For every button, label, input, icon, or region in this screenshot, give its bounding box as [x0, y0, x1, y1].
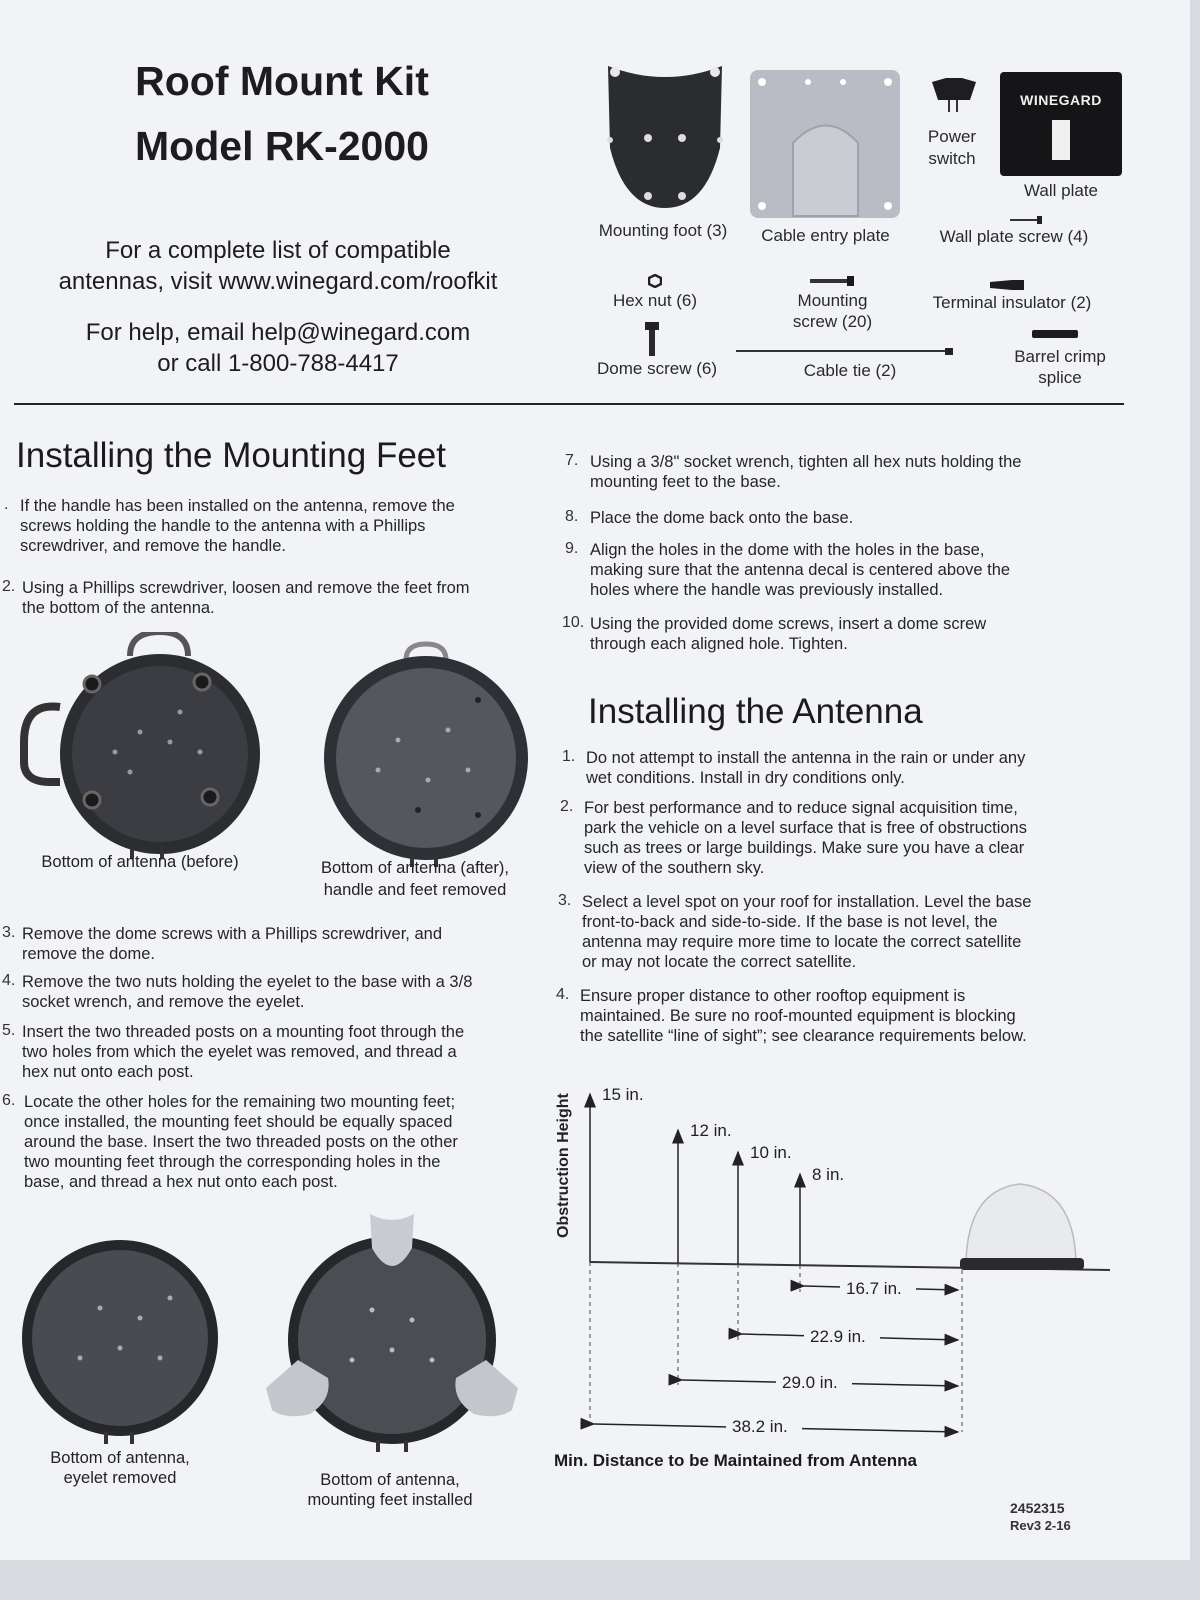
wall-plate-image — [1000, 72, 1122, 176]
feet-step-1-number: . — [4, 496, 9, 513]
distance-label-29: 29.0 in. — [782, 1373, 838, 1392]
terminal-insulator-label: Terminal insulator (2) — [932, 293, 1092, 312]
caption-after-2: handle and feet removed — [323, 881, 507, 899]
feet-step-1: If the handle has been installed on the antenna, remove the screws holding the handle to the antenna with a Phillips screwdriver, and remove the handle. — [20, 497, 455, 555]
antenna-bottom-eyelet-removed-image — [20, 1238, 220, 1448]
feet-step-5-number: 5. — [2, 1022, 16, 1039]
dome-screw-image — [644, 322, 660, 358]
revision: Rev3 2-16 — [1010, 1518, 1071, 1533]
mounting-foot-label: Mounting foot (3) — [598, 221, 728, 240]
feet-section-heading: Installing the Mounting Feet — [16, 436, 446, 475]
wall-plate-brand: WINEGARD — [1020, 92, 1102, 108]
power-switch-label-2: switch — [928, 149, 976, 168]
mounting-screw-label-2: screw (20) — [792, 312, 873, 331]
feet-step-2-number: 2. — [2, 578, 16, 595]
step-7-number: 7. — [565, 452, 579, 469]
antenna-section-heading: Installing the Antenna — [588, 692, 923, 731]
wall-plate-slot — [1052, 120, 1070, 160]
height-label-10: 10 in. — [750, 1143, 792, 1162]
antenna-bottom-before-image — [20, 632, 265, 867]
distance-label-38: 38.2 in. — [732, 1417, 788, 1436]
antenna-step-3-number: 3. — [558, 892, 572, 909]
height-label-12: 12 in. — [690, 1121, 732, 1140]
help-email: For help, email help@winegard.com — [85, 319, 471, 346]
antenna-bottom-feet-installed-image — [262, 1210, 522, 1460]
antenna-step-1-number: 1. — [562, 748, 576, 765]
dome-screw-label: Dome screw (6) — [597, 359, 717, 378]
wall-plate-screw-label: Wall plate screw (4) — [939, 227, 1089, 246]
feet-step-3: Remove the dome screws with a Phillips screwdriver, and remove the dome. — [22, 925, 443, 963]
antenna-step-2: For best performance and to reduce signal acquisition time, park the vehicle on a level surface that is free of obstructions such as trees or large buildings. Make sure you have a clear view of the southern sky. — [584, 799, 1027, 877]
diagram-caption: Min. Distance to be Maintained from Antenna — [554, 1451, 918, 1470]
cable-entry-plate-label: Cable entry plate — [761, 226, 890, 245]
height-label-8: 8 in. — [812, 1165, 845, 1184]
barrel-crimp-splice-image — [1032, 328, 1080, 340]
barrel-crimp-label-1: Barrel crimp — [1014, 347, 1106, 366]
mounting-screw-label-1: Mounting — [797, 291, 868, 310]
antenna-step-1: Do not attempt to install the antenna in the rain or under any wet conditions. Install in dry conditions only. — [586, 749, 1026, 787]
wall-plate-screw-image — [1010, 216, 1046, 224]
cable-tie-label: Cable tie (2) — [803, 361, 897, 380]
compat-text-1: For a complete list of compatible — [105, 237, 451, 264]
antenna-step-3: Select a level spot on your roof for installation. Level the base front-to-back and side-to-side. If the base is not level, the antenna may require more time to locate the correct satellite or may not locate the correct satellite. — [582, 893, 1032, 971]
barrel-crimp-label-2: splice — [1038, 368, 1082, 387]
antenna-step-4-number: 4. — [556, 986, 570, 1003]
help-phone: or call 1-800-788-4417 — [157, 350, 399, 377]
power-switch-label-1: Power — [927, 127, 977, 146]
clearance-diagram — [540, 1080, 1120, 1500]
step-8: Place the dome back onto the base. — [590, 509, 854, 527]
caption-before: Bottom of antenna (before) — [41, 853, 239, 871]
caption-feet-1: Bottom of antenna, — [320, 1471, 460, 1489]
terminal-insulator-image — [990, 278, 1026, 292]
section-divider — [14, 403, 1124, 405]
title-line-1: Roof Mount Kit — [135, 58, 429, 104]
mounting-foot-image — [600, 58, 730, 218]
feet-step-3-number: 3. — [2, 924, 16, 941]
cable-tie-image — [736, 348, 958, 356]
hex-nut-label: Hex nut (6) — [612, 291, 698, 310]
wall-plate-label: Wall plate — [1023, 181, 1098, 200]
feet-step-6-number: 6. — [2, 1092, 16, 1109]
caption-eyelet-2: eyelet removed — [63, 1469, 177, 1487]
feet-step-4: Remove the two nuts holding the eyelet to the base with a 3/8 socket wrench, and remove the eyelet. — [22, 973, 473, 1011]
power-switch-image — [926, 74, 982, 114]
height-label-15: 15 in. — [602, 1085, 644, 1104]
antenna-step-2-number: 2. — [560, 798, 574, 815]
caption-feet-2: mounting feet installed — [307, 1491, 473, 1509]
caption-after-1: Bottom of antenna (after), — [320, 859, 510, 877]
feet-step-4-number: 4. — [2, 972, 16, 989]
antenna-bottom-after-image — [318, 640, 538, 870]
caption-eyelet-1: Bottom of antenna, — [50, 1449, 190, 1467]
hex-nut-image — [648, 274, 662, 288]
feet-step-5: Insert the two threaded posts on a mounting foot through the two holes from which the eyelet was removed, and thread a hex nut onto each post. — [22, 1023, 465, 1081]
compat-text-2: antennas, visit www.winegard.com/roofkit — [58, 268, 498, 295]
feet-step-6: Locate the other holes for the remaining two mounting feet; once installed, the mounting feet should be equally spaced around the base. Insert the two threaded posts on the other two mounting feet through the corresponding holes in the base, and thread a hex nut onto each post. — [24, 1093, 458, 1191]
antenna-dome — [966, 1184, 1076, 1262]
mounting-screw-image — [810, 276, 858, 286]
step-10-number: 10. — [562, 614, 585, 631]
antenna-step-4: Ensure proper distance to other rooftop equipment is maintained. Be sure no roof-mounted equipment is blocking the satellite “line of sight”; see clearance requirements below. — [580, 987, 1027, 1045]
y-axis-label: Obstruction Height — [555, 1093, 572, 1238]
step-9: Align the holes in the dome with the holes in the base, making sure that the antenna decal is centered above the holes where the handle was previously installed. — [590, 541, 1011, 599]
doc-number: 2452315 — [1010, 1500, 1065, 1516]
step-7: Using a 3/8" socket wrench, tighten all hex nuts holding the mounting feet to the base. — [590, 453, 1022, 491]
step-10: Using the provided dome screws, insert a dome screw through each aligned hole. Tighten. — [590, 615, 987, 653]
step-8-number: 8. — [565, 508, 579, 525]
distance-label-22: 22.9 in. — [810, 1327, 866, 1346]
feet-step-2: Using a Phillips screwdriver, loosen and remove the feet from the bottom of the antenna. — [22, 579, 470, 617]
step-9-number: 9. — [565, 540, 579, 557]
title-line-2: Model RK-2000 — [135, 123, 429, 169]
antenna-base — [960, 1258, 1084, 1270]
distance-label-16: 16.7 in. — [846, 1279, 902, 1298]
cable-entry-plate-image — [748, 68, 903, 223]
